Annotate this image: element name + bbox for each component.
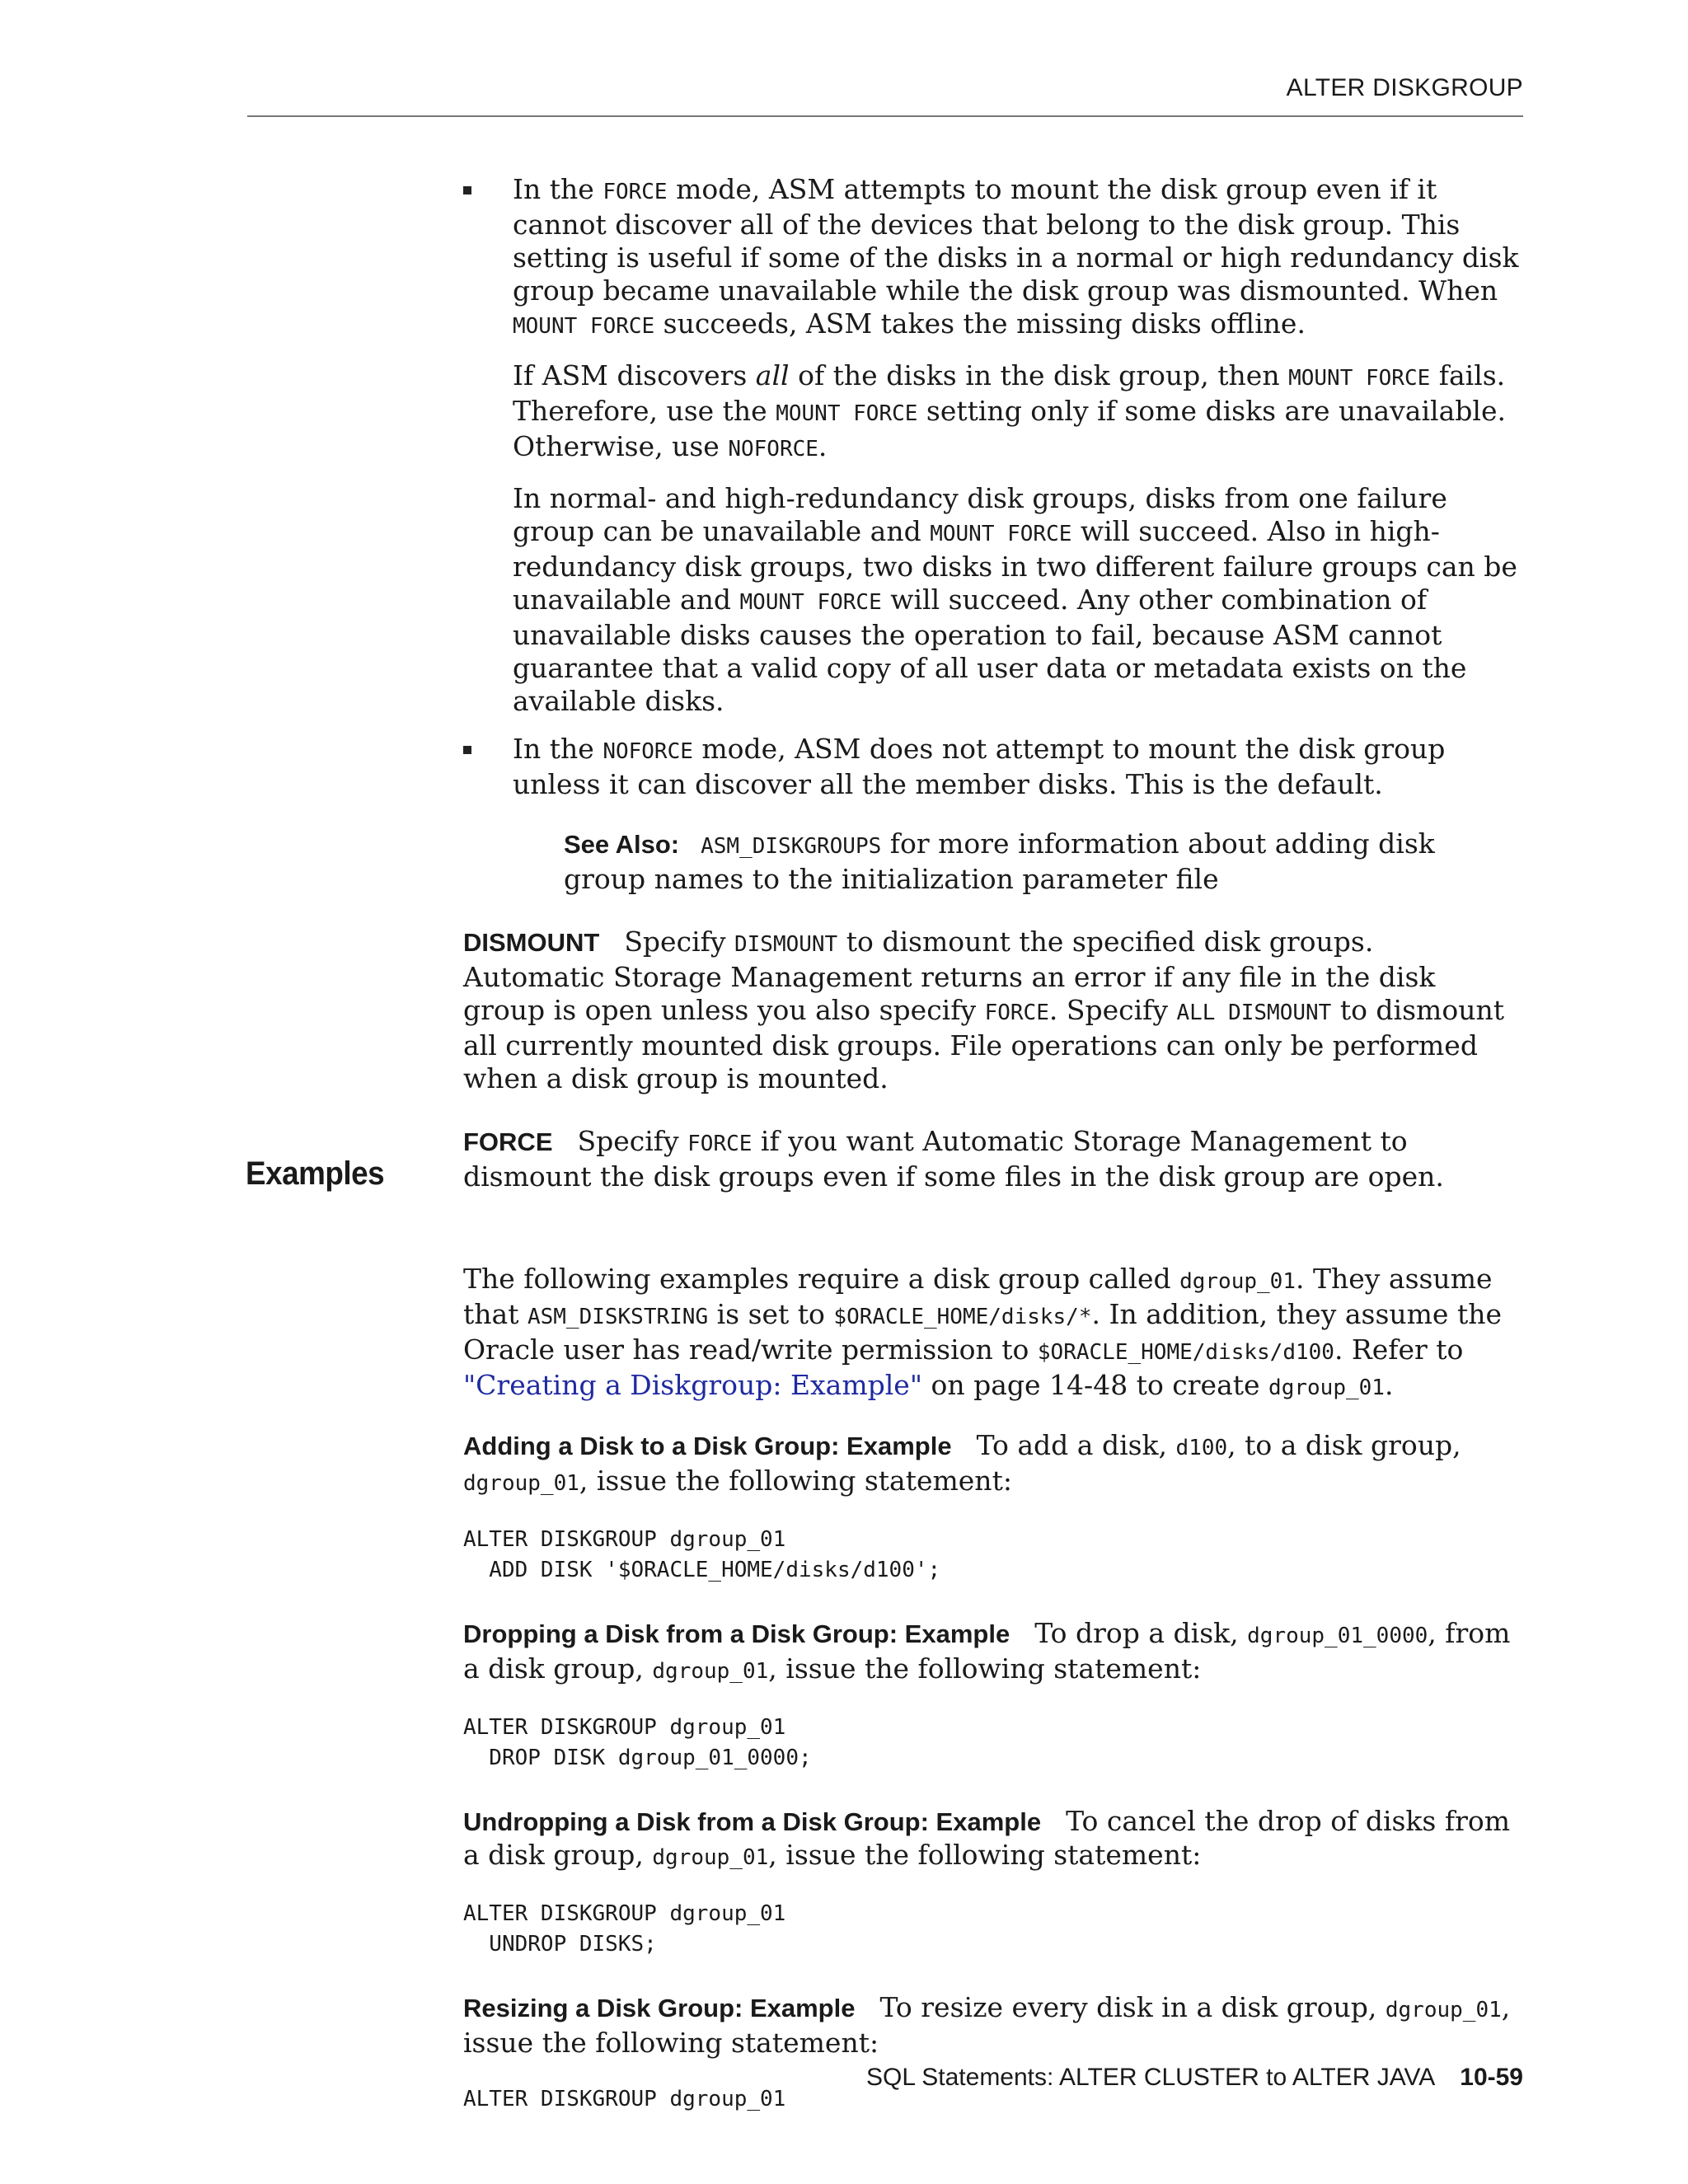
page-number: 10-59 <box>1460 2064 1523 2091</box>
example-title: Dropping a Disk from a Disk Group: Example <box>463 1619 1010 1648</box>
list-item-force-mode <box>463 173 1523 718</box>
example-undrop-disk: Undropping a Disk from a Disk Group: Example To cancel the drop of disks from a disk group, dgroup_01, issue the following statement: <box>463 1805 1511 1871</box>
paragraph: In normal- and high-redundancy disk groups, disks from one failure group can be unavailable and MOUNT FORCE will succeed. Also in high-redundancy disk groups, two disks in two different failure groups can be unavailable and MOUNT FORCE will succeed. Any other combination of unavailable disks causes the operation to fail, because ASM cannot guarantee that a valid copy of all user data or metadata exists on the available disks. <box>513 482 1517 717</box>
list-item-noforce-mode <box>463 733 1523 801</box>
example-title: Adding a Disk to a Disk Group: Example <box>463 1432 952 1460</box>
see-also-note: See Also: ASM_DISKGROUPS for more information about adding disk group names to the initialization parameter file <box>564 827 1435 895</box>
code-block: ALTER DISKGROUP dgroup_01 UNDROP DISKS; <box>463 1901 786 1957</box>
header-rule <box>247 115 1523 117</box>
clause-keyword: DISMOUNT <box>463 928 600 957</box>
code-block: ALTER DISKGROUP dgroup_01 ADD DISK '$ORACLE_HOME/disks/d100'; <box>463 1527 941 1582</box>
example-add-disk: Adding a Disk to a Disk Group: Example To add a disk, d100, to a disk group, dgroup_01, issue the following statement: <box>463 1429 1461 1497</box>
bullet-marker <box>463 746 471 754</box>
running-header: ALTER DISKGROUP <box>1286 74 1523 101</box>
paragraph: If ASM discovers all of the disks in the disk group, then MOUNT FORCE fails. Therefore, use the MOUNT FORCE setting only if some disks are unavailable. Otherwise, use NOFORCE. <box>513 359 1506 462</box>
example-title: Resizing a Disk Group: Example <box>463 1994 856 2022</box>
page-footer <box>866 2064 1523 2092</box>
footer-title: SQL Statements: ALTER CLUSTER to ALTER JAVA <box>866 2064 1436 2091</box>
example-drop-disk: Dropping a Disk from a Disk Group: Example To drop a disk, dgroup_01_0000, from a disk group, dgroup_01, issue the following statement: <box>463 1617 1511 1685</box>
paragraph: In the NOFORCE mode, ASM does not attempt to mount the disk group unless it can discover all the member disks. This is the default. <box>513 733 1446 800</box>
code-block: ALTER DISKGROUP dgroup_01 <box>463 2087 786 2111</box>
bullet-marker <box>463 186 471 194</box>
example-title: Undropping a Disk from a Disk Group: Example <box>463 1807 1042 1836</box>
examples-intro: The following examples require a disk group called dgroup_01. They assume that ASM_DISKSTRING is set to $ORACLE_HOME/disks/*. In addition, they assume the Oracle user has read/write permission to $ORACLE_HOME/disks/d100. Refer to "Creating a Diskgroup: Example" on page 14-48 to create dgroup_01. <box>463 1263 1502 1401</box>
section-heading-examples: Examples <box>246 1155 385 1192</box>
clause-keyword: FORCE <box>463 1127 553 1156</box>
example-resize-disk-group: Resizing a Disk Group: Example To resize every disk in a disk group, dgroup_01, issue the following statement: <box>463 1991 1511 2059</box>
cross-reference-link[interactable]: "Creating a Diskgroup: Example" <box>463 1369 923 1401</box>
paragraph: In the FORCE mode, ASM attempts to mount the disk group even if it cannot discover all of the devices that belong to the disk group. This setting is useful if some of the disks in a normal or high redundancy disk group became unavailable while the disk group was dismounted. When MOUNT FORCE succeeds, ASM takes the missing disks offline. <box>513 173 1519 340</box>
main-content <box>463 173 1523 2146</box>
force-clause: FORCE Specify FORCE if you want Automatic Storage Management to dismount the disk groups even if some files in the disk group are open. <box>463 1125 1444 1193</box>
dismount-clause: DISMOUNT Specify DISMOUNT to dismount the specified disk groups. Automatic Storage Management returns an error if any file in the disk group is open unless you also specify FORCE. Specify ALL DISMOUNT to dismount all currently mounted disk groups. File operations can only be performed when a disk group is mounted. <box>463 926 1504 1094</box>
code-block: ALTER DISKGROUP dgroup_01 DROP DISK dgroup_01_0000; <box>463 1715 812 1770</box>
